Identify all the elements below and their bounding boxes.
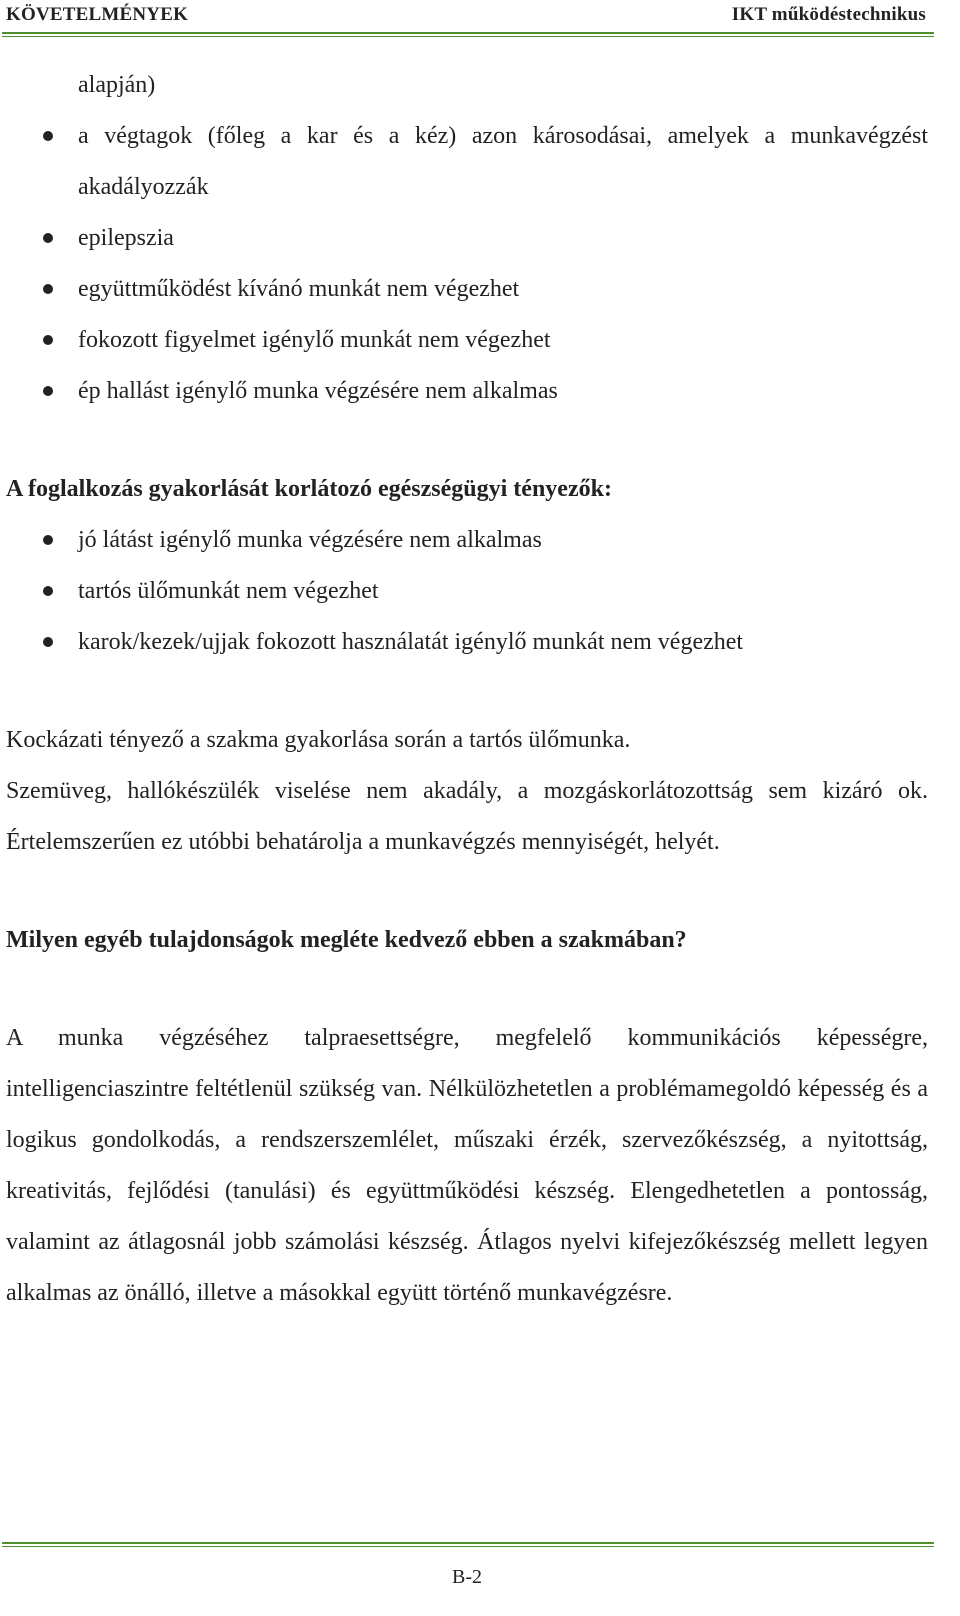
list-item-text: epilepszia [78,225,174,251]
list-item-text: a végtagok (főleg a kar és a kéz) azon károsodásai, amelyek a munkavégzést akadályozzák [78,123,928,200]
bullet-icon [43,131,53,141]
list-item [6,315,928,366]
page-content [6,60,928,1319]
list-item-text: együttműködést kívánó munkát nem végezhet [78,276,520,302]
qualities-paragraph: A munka végzéséhez talpraesettségre, megfelelő kommunikációs képességre, intelligenciaszintre feltétlenül szükség van. Nélkülözhetetlen a problémamegoldó képesség és a logikus gondolkodás, a rendszerszemlélet, műszaki érzék, szervezőkészség, a nyitottság, kreativitás, fejlődési (tanulási) és együttműködési készség. Elengedhetetlen a pontosság, valamint az átlagosnál jobb számolási készség. Átlagos nyelvi kifejezőkészség mellett legyen alkalmas az önálló, illetve a másokkal együtt történő munkavégzésre. [6,1025,928,1306]
bullet-icon [43,386,53,396]
continuation-text: alapján) [78,72,156,98]
list-item [6,264,928,315]
section-heading-other-qualities: Milyen egyéb tulajdonságok megléte kedvező ebben a szakmában? [6,927,687,953]
page-number: B-2 [452,1566,482,1588]
list-item-text: ép hallást igénylő munka végzésére nem alkalmas [78,378,558,404]
condition-list [6,111,928,417]
bullet-icon [43,233,53,243]
list-item [6,366,928,417]
header-rule-thin [2,36,934,37]
bullet-icon [43,535,53,545]
list-item [6,213,928,264]
risk-factor-sentence: Kockázati tényező a szakma gyakorlása során a tartós ülőmunka. [6,727,631,753]
list-item-text: fokozott figyelmet igénylő munkát nem végezhet [78,327,551,353]
header-document-name: IKT működéstechnikus [731,4,926,25]
header-rule [2,32,934,34]
list-item-text: karok/kezek/ujjak fokozott használatát igénylő munkát nem végezhet [78,629,744,655]
bullet-icon [43,335,53,345]
list-item [6,111,928,213]
list-item-text: tartós ülőmunkát nem végezhet [78,578,379,604]
footer-rule-thin [2,1546,934,1547]
list-item [6,617,928,668]
section-heading-health-factors: A foglalkozás gyakorlását korlátozó egészségügyi tényezők: [6,476,612,502]
list-item [6,566,928,617]
header-title: KÖVETELMÉNYEK [6,4,189,25]
aids-paragraph: Szemüveg, hallókészülék viselése nem akadály, a mozgáskorlátozottság sem kizáró ok. Értelemszerűen ez utóbbi behatárolja a munkavégzés mennyiségét, helyét. [6,778,928,855]
health-factor-list [6,515,928,668]
list-item-text: jó látást igénylő munka végzésére nem alkalmas [78,527,542,553]
footer-rule [2,1542,934,1544]
page-footer [0,1538,934,1616]
bullet-icon [43,284,53,294]
page-header [0,0,934,30]
bullet-icon [43,586,53,596]
list-item [6,515,928,566]
bullet-icon [43,637,53,647]
